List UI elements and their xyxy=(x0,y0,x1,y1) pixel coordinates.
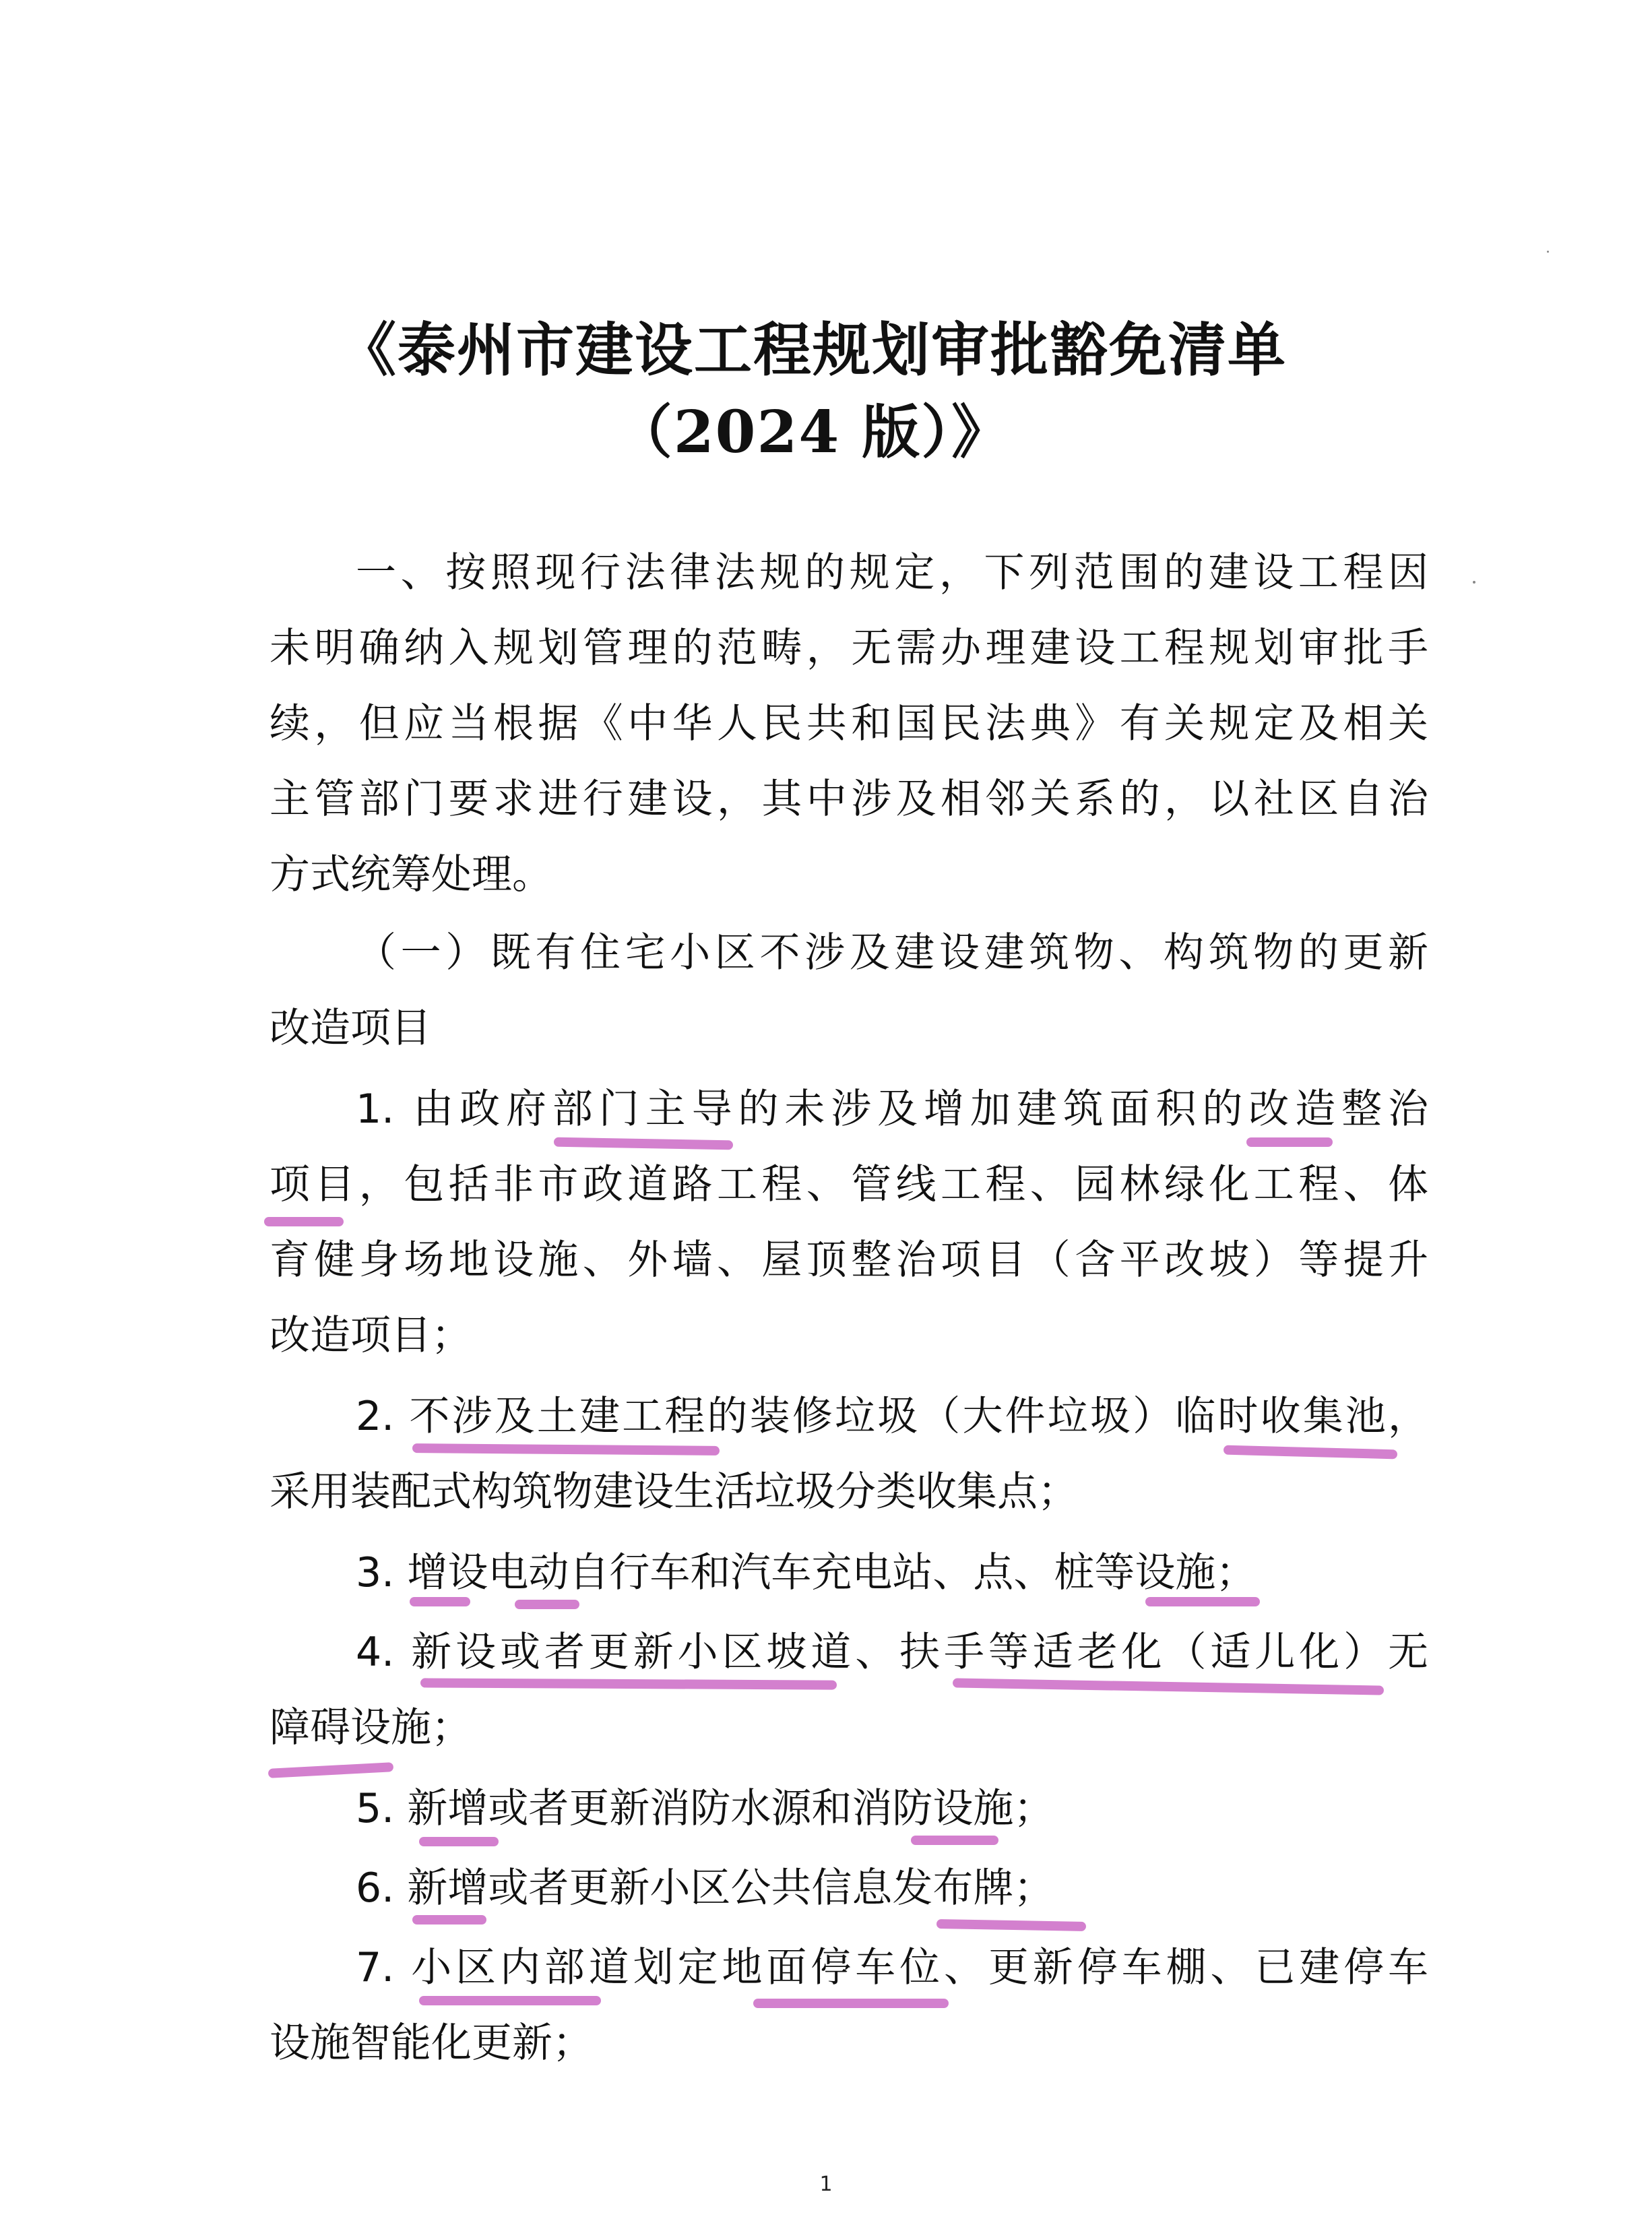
highlighter-mark xyxy=(410,1597,470,1606)
highlighter-mark xyxy=(936,1919,1086,1931)
list-item-line: 改造项目； xyxy=(269,1312,472,1359)
list-item-line: 6. 新增或者更新小区公共信息发布牌； xyxy=(356,1865,1054,1912)
document-title-line-1: 《泰州市建设工程规划审批豁免清单 xyxy=(338,316,1287,384)
highlighter-mark xyxy=(420,1678,837,1689)
section-heading-line: 改造项目 xyxy=(269,1005,431,1052)
section-heading-line: （一）既有住宅小区不涉及建设建筑物、构筑物的更新 xyxy=(356,929,1428,976)
highlighter-mark xyxy=(1246,1137,1333,1147)
list-item-line: 5. 新增或者更新消防水源和消防设施； xyxy=(356,1785,1054,1832)
highlighter-mark xyxy=(1145,1597,1260,1606)
highlighter-mark xyxy=(419,1996,601,2005)
highlighter-mark xyxy=(268,1762,393,1778)
highlighter-mark xyxy=(264,1217,344,1226)
page-number: 1 xyxy=(819,2172,833,2196)
paragraph-line: 主管部门要求进行建设，其中涉及相邻关系的，以社区自治 xyxy=(269,776,1428,823)
list-item-line: 育健身场地设施、外墙、屋顶整治项目（含平改坡）等提升 xyxy=(269,1237,1428,1284)
scan-speck xyxy=(1547,251,1549,253)
list-item-line: 设施智能化更新； xyxy=(269,2020,593,2067)
highlighter-mark xyxy=(1224,1445,1397,1460)
list-item-line: 项目，包括非市政道路工程、管线工程、园林绿化工程、体 xyxy=(269,1161,1428,1208)
list-item-line: 4. 新设或者更新小区坡道、扶手等适老化（适儿化）无 xyxy=(356,1629,1428,1676)
highlighter-mark xyxy=(419,1837,499,1846)
highlighter-mark xyxy=(412,1443,720,1456)
highlighter-mark xyxy=(515,1600,579,1609)
list-item-line: 1. 由政府部门主导的未涉及增加建筑面积的改造整治 xyxy=(356,1086,1428,1133)
paragraph-line: 续，但应当根据《中华人民共和国民法典》有关规定及相关 xyxy=(269,700,1428,747)
highlighter-mark xyxy=(554,1137,733,1150)
highlighter-mark xyxy=(953,1678,1384,1695)
highlighter-mark xyxy=(753,1999,949,2008)
scan-speck xyxy=(1473,581,1475,584)
highlighter-mark xyxy=(911,1836,998,1845)
paragraph-line: 方式统筹处理。 xyxy=(269,851,552,898)
list-item-line: 7. 小区内部道划定地面停车位、更新停车棚、已建停车 xyxy=(356,1944,1428,1991)
list-item-line: 3. 增设电动自行车和汽车充电站、点、桩等设施； xyxy=(356,1549,1257,1596)
list-item-line: 采用装配式构筑物建设生活垃圾分类收集点； xyxy=(269,1468,1078,1515)
paragraph-line: 一、按照现行法律法规的规定，下列范围的建设工程因 xyxy=(356,549,1428,596)
paragraph-line: 未明确纳入规划管理的范畴，无需办理建设工程规划审批手 xyxy=(269,625,1428,672)
list-item-line: 障碍设施； xyxy=(269,1704,472,1751)
document-title-line-2: （2024 版）》 xyxy=(614,398,1011,466)
list-item-line: 2. 不涉及土建工程的装修垃圾（大件垃圾）临时收集池， xyxy=(356,1393,1428,1440)
highlighter-mark xyxy=(412,1915,486,1925)
